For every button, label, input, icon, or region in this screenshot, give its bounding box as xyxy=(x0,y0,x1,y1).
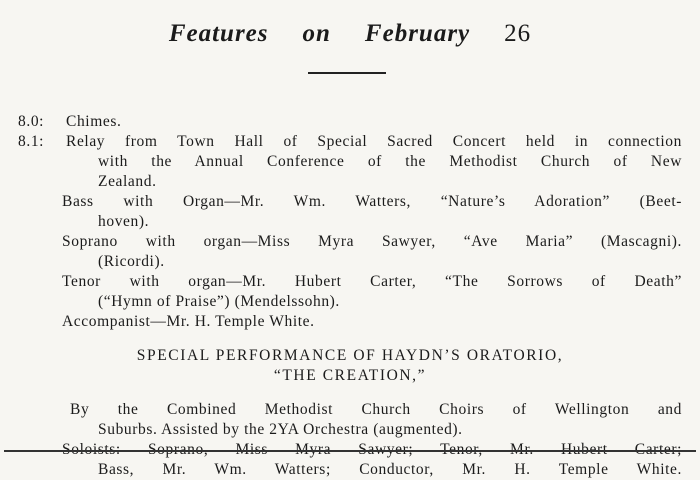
title-word-february: February xyxy=(364,20,471,47)
item-soprano-line2: (Ricordi). xyxy=(98,253,165,270)
program-text: Chimes. xyxy=(66,113,122,130)
special-heading-line2: “THE CREATION,” xyxy=(273,367,427,384)
page-title xyxy=(0,20,700,48)
program-text-line: with the Annual Conference of the Methodist Church of New xyxy=(98,153,682,170)
program-text-line: Zealand. xyxy=(98,173,157,190)
program-listing xyxy=(18,112,682,480)
item-tenor-line2: (“Hymn of Praise”) (Mendelssohn). xyxy=(98,293,340,310)
program-entry-relay xyxy=(18,132,682,152)
title-underline xyxy=(308,72,386,74)
soloists-line2: Bass, Mr. Wm. Watters; Conductor, Mr. H. Temple White. xyxy=(98,461,682,478)
item-accompanist: Accompanist—Mr. H. Temple White. xyxy=(62,313,315,330)
item-bass-line1: Bass with Organ—Mr. Wm. Watters, “Nature’s Adoration” (Beet- xyxy=(62,193,682,210)
program-entry-chimes xyxy=(18,112,682,132)
title-word-features: Features xyxy=(168,20,269,47)
bottom-rule xyxy=(4,450,696,452)
title-word-on: on xyxy=(302,20,331,47)
choirs-line1: By the Combined Methodist Church Choirs of Wellington and xyxy=(70,401,682,418)
special-heading-line1: SPECIAL PERFORMANCE OF HAYDN’S ORATORIO, xyxy=(136,347,564,364)
program-time: 8.0: xyxy=(18,113,45,130)
item-tenor-line1: Tenor with organ—Mr. Hubert Carter, “The Sorrows of Death” xyxy=(62,273,682,290)
item-bass-line2: hoven). xyxy=(98,213,150,230)
program-time: 8.1: xyxy=(18,133,45,150)
program-text-line: Relay from Town Hall of Special Sacred Concert held in connection xyxy=(66,133,682,150)
choirs-line2: Suburbs. Assisted by the 2YA Orchestra (augmented). xyxy=(98,421,463,438)
title-day: 26 xyxy=(504,20,532,47)
item-soprano-line1: Soprano with organ—Miss Myra Sawyer, “Ave Maria” (Mascagni). xyxy=(62,233,682,250)
